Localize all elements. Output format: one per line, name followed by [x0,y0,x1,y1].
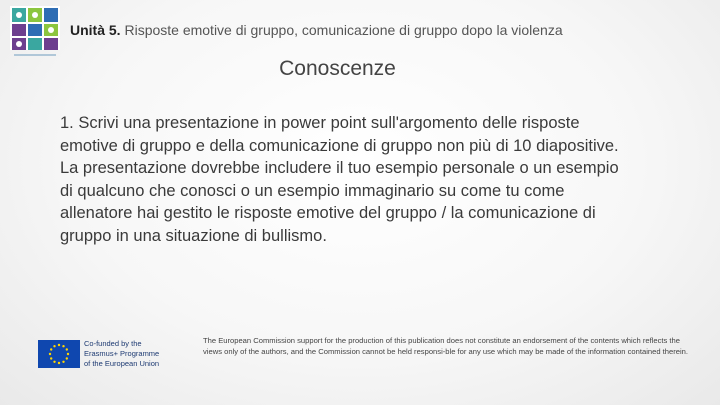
eu-label-line-2: Erasmus+ Programme [84,349,160,358]
eu-label-line-1: Co-funded by the [84,339,142,348]
eu-cofunding-label [84,339,194,369]
slide-title: Conoscenze [279,57,396,80]
slide-body-text: 1. Scrivi una presentazione in power point sull'argomento delle risposte emotive di gruppo e della comunicazione di gruppo non più di 10 diapositive. La presentazione dovrebbe includere il tuo esempio personale o un esempio di qualcuno che conosci o un esempio immaginario su come tu come allenatore hai gestito le risposte emotive del gruppo / la comunicazione di gruppo in una situazione di bullismo. [60,114,619,245]
unit-title: Risposte emotive di gruppo, comunicazione di gruppo dopo la violenza [124,22,563,38]
unit-header [70,22,670,38]
eu-label-line-3: of the European Union [84,359,160,368]
project-logo [10,6,60,62]
unit-label: Unità 5. [70,22,121,38]
eu-flag-icon [38,340,80,368]
eu-disclaimer: The European Commission support for the production of this publication does not constitute an endorsement of the contents which reflects the views only of the authors, and the Commission cannot be held responsi-ble for any use which may be made of the information contained therein. [203,336,689,356]
